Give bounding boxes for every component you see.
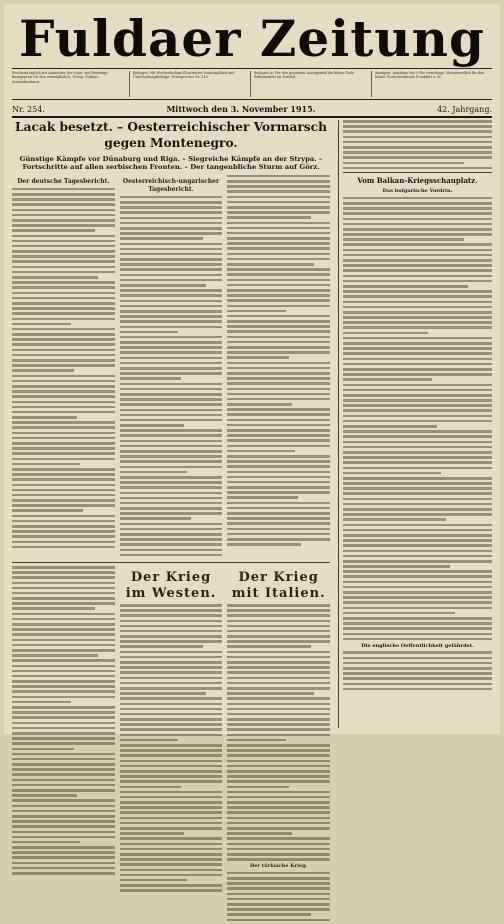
section-heading: Oesterreichisch-ungarischer Tagesbericht. bbox=[122, 177, 220, 193]
section-heading-small: Der türkische Krieg. bbox=[249, 863, 308, 870]
masthead-info-col: Erscheint täglich mit Ausnahme der Sonn- und Feiertage. Bezugspreis für den vierteljährlich. Verlag: Fuldaer Actiendruckerei. bbox=[12, 71, 130, 97]
issue-number: Nr. 254. bbox=[12, 104, 45, 114]
volume-number: 42. Jahrgang. bbox=[437, 104, 492, 114]
article-column bbox=[120, 175, 223, 559]
article-text-block bbox=[343, 197, 492, 641]
section-heading: Der deutsche Tagesbericht. bbox=[17, 177, 110, 185]
article-columns-lower bbox=[12, 566, 330, 924]
article-column bbox=[120, 566, 223, 924]
article-text-block bbox=[227, 175, 330, 546]
article-column bbox=[227, 566, 330, 924]
article-text-block bbox=[12, 188, 115, 549]
article-columns bbox=[12, 175, 330, 559]
masthead-info-col: Beilagen je: Für den gesamten Anzeigenteil die kleine Zeile. Reklamezeile im Textteil. bbox=[254, 71, 372, 97]
article-column bbox=[12, 566, 115, 924]
newspaper-page bbox=[4, 4, 500, 870]
article-column bbox=[12, 175, 115, 559]
main-headline-line-2: gegen Montenegro. bbox=[104, 136, 238, 150]
article-text-block bbox=[227, 872, 330, 921]
main-subheadline: Günstige Kämpfe vor Dünaburg und Riga. – Siegreiche Kämpfe an der Strypa. – Fortschritte auf allen serbischen Fronten. – Der tangenbliche Sturm auf Görz. bbox=[19, 155, 323, 172]
right-subheading: Die englische Oeffentlichkeit gefährdet. bbox=[361, 642, 474, 649]
article-column bbox=[227, 175, 330, 559]
article-text-block bbox=[12, 566, 115, 875]
article-text-block bbox=[120, 604, 223, 892]
right-subheading: Das bulgarische Vordrin. bbox=[382, 188, 453, 195]
article-text-block bbox=[227, 604, 330, 861]
article-text-block bbox=[120, 196, 223, 557]
masthead-title: Fuldaer Zeitung bbox=[19, 9, 485, 68]
divider bbox=[12, 562, 330, 563]
dateline bbox=[12, 102, 492, 118]
right-section-heading: Vom Balkan-Kriegsschauplatz. bbox=[357, 176, 478, 186]
article-text-block bbox=[343, 651, 492, 690]
issue-date: Mittwoch den 3. November 1915. bbox=[166, 104, 316, 114]
main-headline-line-1: Lacak besetzt. – Oesterreichischer Vormarsch bbox=[15, 120, 327, 134]
divider bbox=[343, 172, 492, 173]
masthead-info-col: Anzeigen: Annahme bis 9 Uhr vormittags. Verantwortlich für den Inhalt. Postscheckkonto Frankfurt a. M. bbox=[375, 71, 485, 80]
section-heading-large: Der Krieg mit Italien. bbox=[231, 569, 326, 601]
section-heading-large: Der Krieg im Westen. bbox=[125, 569, 217, 601]
masthead-info-col: Beilagen: Mit Wochenbeilage Illustriertes Sonntagsblatt und Unterhaltungsbeilage. Fernsprecher Nr. 110. bbox=[133, 71, 251, 97]
main-column bbox=[12, 120, 330, 870]
right-column bbox=[338, 120, 492, 728]
article-text-block bbox=[343, 120, 492, 169]
masthead-info-bar bbox=[12, 68, 492, 100]
